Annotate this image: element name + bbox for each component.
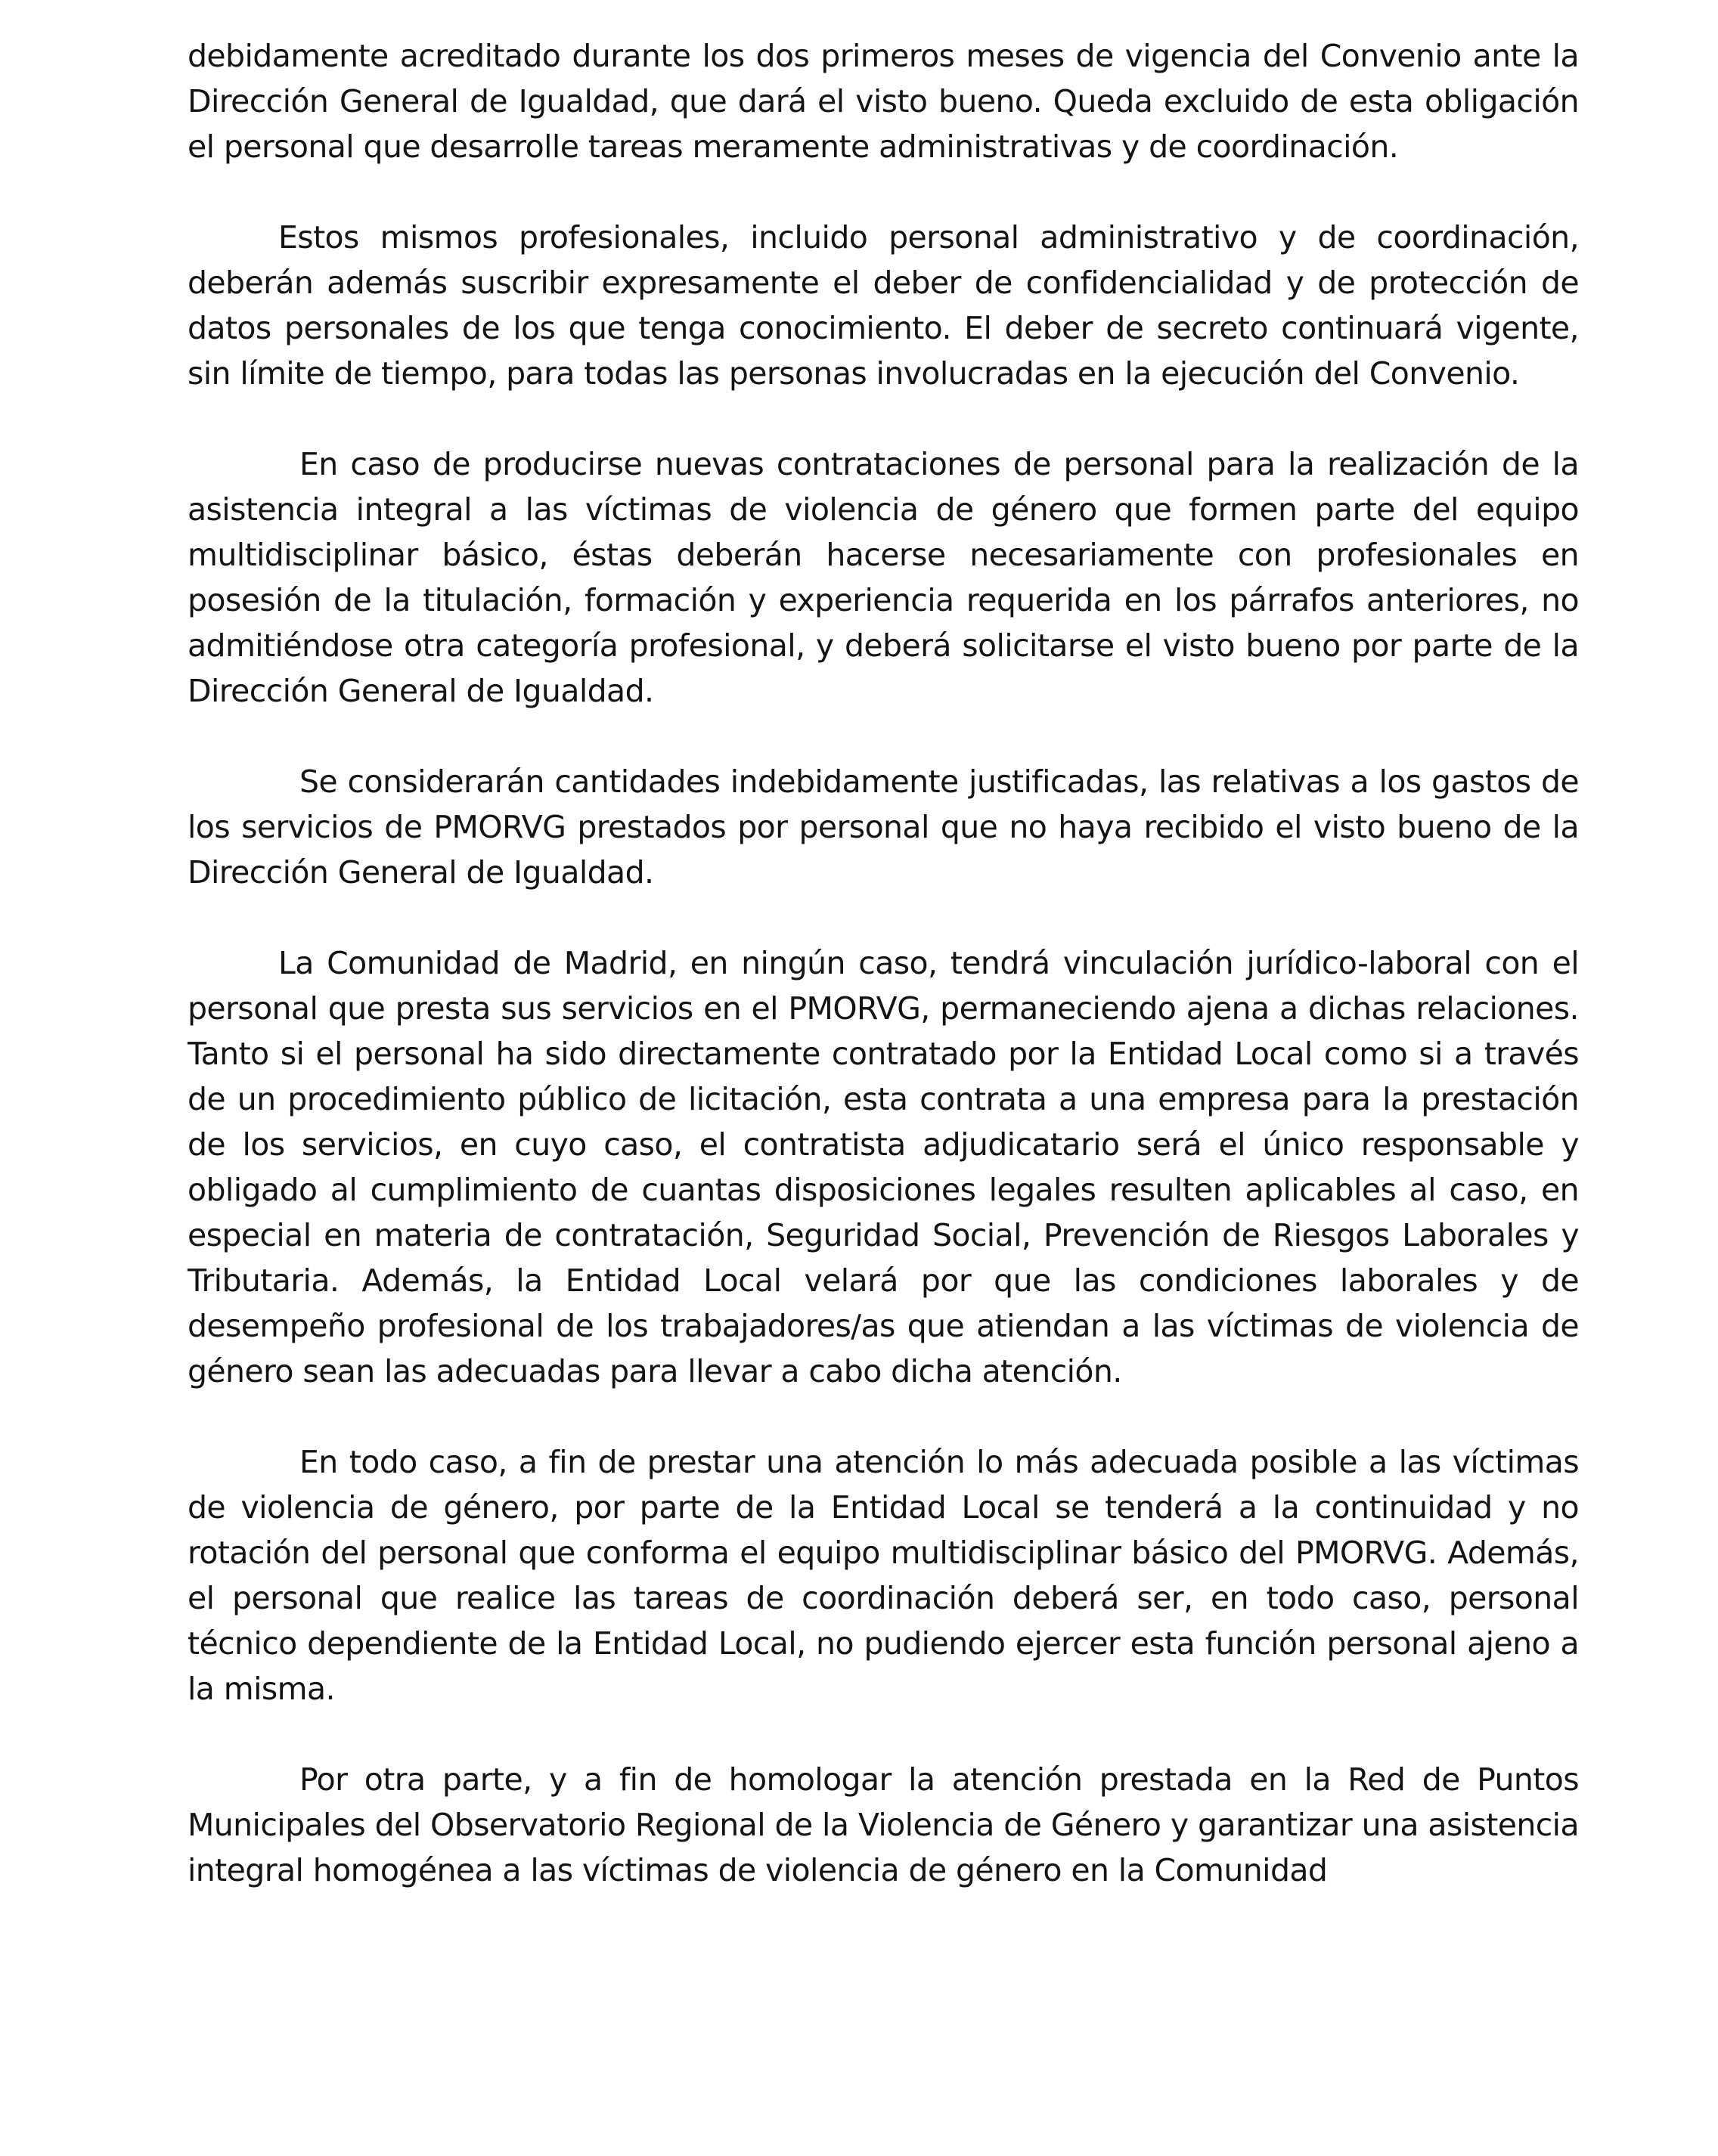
paragraph-labor-relationship: La Comunidad de Madrid, en ningún caso, tendrá vinculación jurídico-laboral con el personal que presta sus servicios en el PMORVG, permaneciendo ajena a dichas relaciones. Tanto si el personal ha sido directamente contratado por la Entidad Local como si a través de un procedimiento público de licitación, esta contrata a una empresa para la prestación de los servicios, en cuyo caso, el contratista adjudicatario será el único responsable y obligado al cumplimiento de cuantas disposiciones legales resulten aplicables al caso, en especial en materia de contratación, Seguridad Social, Prevención de Riesgos Laborales y Tributaria. Además, la Entidad Local velará por que las condiciones laborales y de desempeño profesional de los trabajadores/as que atiendan a las víctimas de violencia de género sean las adecuadas para llevar a cabo dicha atención. — [188, 945, 1579, 1389]
paragraph-homologation: Por otra parte, y a fin de homologar la atención prestada en la Red de Puntos Municipales del Observatorio Regional de la Violencia de Género y garantizar una asistencia integral homogénea a las víctimas de violencia de género en la Comunidad — [188, 1761, 1579, 1888]
document-page — [188, 33, 1579, 1893]
paragraph-staff-accreditation: debidamente acreditado durante los dos primeros meses de vigencia del Convenio ante la Dirección General de Igualdad, que dará el visto bueno. Queda excluido de esta obligación el personal que desarrolle tareas meramente administrativas y de coordinación. — [188, 38, 1579, 165]
paragraph-new-hires: En caso de producirse nuevas contrataciones de personal para la realización de la asistencia integral a las víctimas de violencia de género que formen parte del equipo multidisciplinar básico, éstas deberán hacerse necesariamente con profesionales en posesión de la titulación, formación y experiencia requerida en los párrafos anteriores, no admitiéndose otra categoría profesional, y deberá solicitarse el visto bueno por parte de la Dirección General de Igualdad. — [188, 446, 1579, 709]
paragraph-confidentiality: Estos mismos profesionales, incluido personal administrativo y de coordinación, deberán además suscribir expresamente el deber de confidencialidad y de protección de datos personales de los que tenga conocimiento. El deber de secreto continuará vigente, sin límite de tiempo, para todas las personas involucradas en la ejecución del Convenio. — [188, 219, 1579, 392]
paragraph-staff-continuity: En todo caso, a fin de prestar una atención lo más adecuada posible a las víctimas de violencia de género, por parte de la Entidad Local se tenderá a la continuidad y no rotación del personal que conforma el equipo multidisciplinar básico del PMORVG. Además, el personal que realice las tareas de coordinación deberá ser, en todo caso, personal técnico dependiente de la Entidad Local, no pudiendo ejercer esta función personal ajeno a la misma. — [188, 1444, 1579, 1707]
paragraph-unjustified-amounts: Se considerarán cantidades indebidamente justificadas, las relativas a los gastos de los servicios de PMORVG prestados por personal que no haya recibido el visto bueno de la Dirección General de Igualdad. — [188, 764, 1579, 891]
